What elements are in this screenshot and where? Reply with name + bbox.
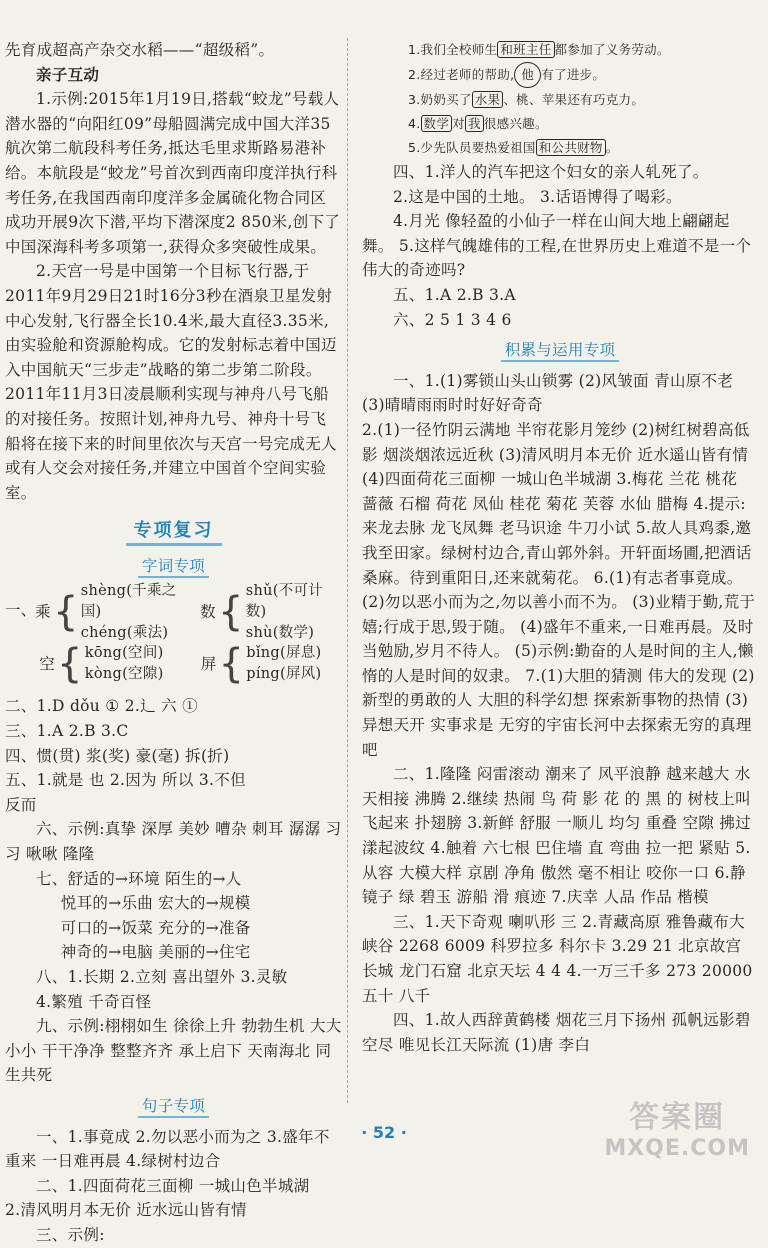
answer-line: 反而 bbox=[5, 795, 37, 814]
marked-word: 数学 bbox=[421, 115, 453, 132]
answer-line: 2.清风明月本无价 近水远山皆有情 bbox=[5, 1201, 247, 1220]
marked-word: 我 bbox=[465, 115, 484, 132]
watermark-logo: 答案圈 MXQE.COM bbox=[604, 1100, 750, 1161]
answer-line: 2.这是中国的土地。 3.话语博得了喝彩。 bbox=[393, 187, 682, 206]
answer-line: 三、示例: bbox=[36, 1225, 105, 1244]
subsection-title: 积累与运用专项 bbox=[362, 338, 758, 363]
correction-sentences bbox=[362, 38, 758, 160]
answer-line: 2.(1)一径竹阴云满地 半帘花影月笼纱 (2)树红树碧高低影 烟淡烟浓远近秋 (3)清风明月本无价 近水遥山皆有情 (4)四面荷花三面柳 一城山色半城湖 3.梅花 兰花 桃花 蔷薇 石榴 荷花 凤仙 桂花 菊花 芙蓉 水仙 腊梅 4.提示:来龙去脉 龙飞凤舞 老马识途 牛刀小试 5.故人具鸡黍,邀我至田家。绿树村边合,青山郭外斜。开轩面场圃,把酒话桑麻。待到重阳日,还来就菊花。 6.(1)有志者事竟成。 (2)勿以恶小而为之,勿以善小而不为。 (3)业精于勤,荒于嬉;行成于思,毁于随。 (4)盛年不重来,一日难再晨。及时当勉励,岁月不待人。 (5)示例:勤奋的人是时间的主人,懒惰的人是时间的奴隶。 7.(1)大胆的猜测 伟大的发现 (2)新型的勇敢的人 大胆的科学幻想 探索新事物的热情 (3)异想天开 实事求是 无穷的宇宙长河中去探索无穷的真理吧 bbox=[362, 420, 756, 759]
answer-line: 可口的→饭菜 充分的→准备 bbox=[60, 918, 251, 937]
correction-sentence: 3.奶奶买了 水果 、桃、苹果还有巧克力。 bbox=[408, 92, 645, 107]
polyphone-pair: 屏 { bǐng(屏息) píng(屏风) bbox=[200, 641, 322, 688]
answer-line: 4.繁殖 千奇百怪 bbox=[36, 992, 152, 1011]
correction-sentence: 2.经过老师的帮助, 他 有了进步。 bbox=[408, 62, 758, 88]
answer-line: 八、1.长期 2.立刻 喜出望外 3.灵敏 bbox=[36, 968, 288, 986]
answer-line: 四、1.洋人的汽车把这个妇女的亲人轧死了。 bbox=[393, 163, 709, 181]
polyphone-block bbox=[5, 584, 342, 694]
subsection-title: 字词专项 bbox=[5, 554, 342, 579]
answer-line: 六、示例:真挚 深厚 美妙 嘈杂 刺耳 潺潺 习习 啾啾 隆隆 bbox=[5, 820, 342, 864]
answer-line: 4.月光 像轻盈的小仙子一样在山间大地上翩翩起舞。 5.这样气魄雄伟的工程,在世界历史上难道不是一个伟大的奇迹吗? bbox=[362, 212, 752, 280]
page-number: · 52 · bbox=[361, 1123, 407, 1142]
column-divider bbox=[347, 38, 348, 1103]
polyphone-pair: 乘 { shèng(千乘之国) chéng(乘法) bbox=[35, 582, 177, 641]
answer-line: 七、舒适的→环境 陌生的→人 bbox=[36, 869, 242, 888]
correction-sentence: 1.我们全校师生 和班主任 都参加了义务劳动。 bbox=[408, 42, 670, 57]
answer-line: 二、1.D dǒu ① 2.辶 六 ① bbox=[5, 697, 198, 716]
answer-line: 五、1.就是 也 2.因为 所以 3.不但 bbox=[5, 771, 246, 790]
answer-line: 悦耳的→乐曲 宏大的→规模 bbox=[60, 894, 251, 913]
answer-line: 九、示例:栩栩如生 徐徐上升 勃勃生机 大大小小 干干净净 整整齐齐 承上启下 天南海北 同生共死 bbox=[5, 1017, 342, 1085]
answer-line: 四、惯(贯) 浆(奖) 豪(毫) 拆(折) bbox=[5, 746, 230, 765]
answer-line: 一、1.事竟成 2.勿以恶小而为之 3.盛年不重来 一日难再晨 4.绿树村边合 bbox=[5, 1127, 330, 1171]
answer-line: 六、2 5 1 3 4 6 bbox=[393, 310, 512, 329]
answer-line: 神奇的→电脑 美丽的→住宅 bbox=[60, 943, 251, 962]
polyphone-pair: 数 { shǔ(不可计数) shù(数学) bbox=[200, 582, 324, 641]
marked-word: 水果 bbox=[472, 91, 504, 108]
answer-line: 三、1.A 2.B 3.C bbox=[5, 722, 129, 741]
correction-sentence: 5.少先队员要热爱祖国 和公共财物 。 bbox=[408, 140, 619, 155]
answer-line: 二、1.四面荷花三面柳 一城山色半城湖 bbox=[36, 1176, 310, 1195]
subsection-title: 句子专项 bbox=[5, 1094, 342, 1119]
marked-word: 他 bbox=[514, 62, 541, 88]
answer-line: 四、1.故人西辞黄鹤楼 烟花三月下扬州 孤帆远影碧空尽 唯见长江天际流 (1)唐 李白 bbox=[362, 1011, 751, 1054]
answer-line: 一、1.(1)雾锁山头山锁雾 (2)风皱面 青山原不老 (3)晴晴雨雨时时好好奇奇 bbox=[362, 371, 734, 415]
correction-sentence: 4. 数学 对 我 很感兴趣。 bbox=[408, 116, 548, 131]
paragraph: 1.示例:2015年1月19日,搭载“蛟龙”号载人潜水器的“向阳红09”母船圆满完成中国大洋35航次第二航段科考任务,抵达毛里求斯路易港补给。本航段是“蛟龙”号首次到西南印度洋执行科考任务,在我国西南印度洋多金属硫化物合同区成功开展9次下潜,平均下潜深度2 850米,创下了中国深海科考多项第一,获得众多突破性成果。 bbox=[5, 90, 341, 256]
right-column bbox=[362, 38, 758, 1057]
left-column bbox=[5, 38, 342, 1248]
marked-word: 和公共财物 bbox=[536, 139, 606, 156]
answer-line: 三、1.天下奇观 喇叭形 三 2.青藏高原 雅鲁藏布大峡谷 2268 6009 科罗拉多 科尔卡 3.29 21 北京故宫 长城 龙门石窟 北京天坛 4 4 4.一万三千多 273 20000 五十 八千 bbox=[362, 912, 753, 1005]
section-title: 专项复习 bbox=[5, 519, 342, 544]
polyphone-pair: 空 { kōng(空间) kòng(空隙) bbox=[39, 641, 164, 688]
marked-word: 和班主任 bbox=[497, 41, 554, 58]
paragraph: 2.天宫一号是中国第一个目标飞行器,于2011年9月29日21时16分3秒在酒泉卫星发射中心发射,飞行器全长10.4米,最大直径3.35米,由实验舱和资源舱构成。它的发射标志着中国迈入中国航天“三步走”战略的第二步第二阶段。2011年11月3日凌晨顺利实现与神舟八号飞船的对接任务。按照计划,神舟九号、神舟十号飞船将在接下来的时间里依次与天宫一号完成无人或有人交会对接任务,并建立中国首个空间实验室。 bbox=[5, 262, 337, 502]
answer-line: 二、1.隆隆 闷雷滚动 潮来了 风平浪静 越来越大 水天相接 沸腾 2.继续 热闹 鸟 荷 影 花 的 黑 的 树枝上叫 飞起来 扑翅膀 3.新鲜 舒服 一顺儿 均匀 重叠 空隙 拂过 漾起波纹 4.触着 六七根 巴住墙 直 弯曲 拉一把 紧贴 5.从容 大模大样 京剧 净角 傲然 毫不相让 咬你一口 6.静 镜子 绿 碧玉 游船 滑 痕迹 7.庆幸 人品 作品 楷模 bbox=[362, 765, 752, 907]
answer-line: 五、1.A 2.B 3.A bbox=[393, 285, 516, 304]
question-number: 一、 bbox=[5, 601, 37, 620]
text-line: 先育成超高产杂交水稻——“超级稻”。 bbox=[5, 41, 275, 59]
section-heading: 亲子互动 bbox=[36, 64, 100, 84]
